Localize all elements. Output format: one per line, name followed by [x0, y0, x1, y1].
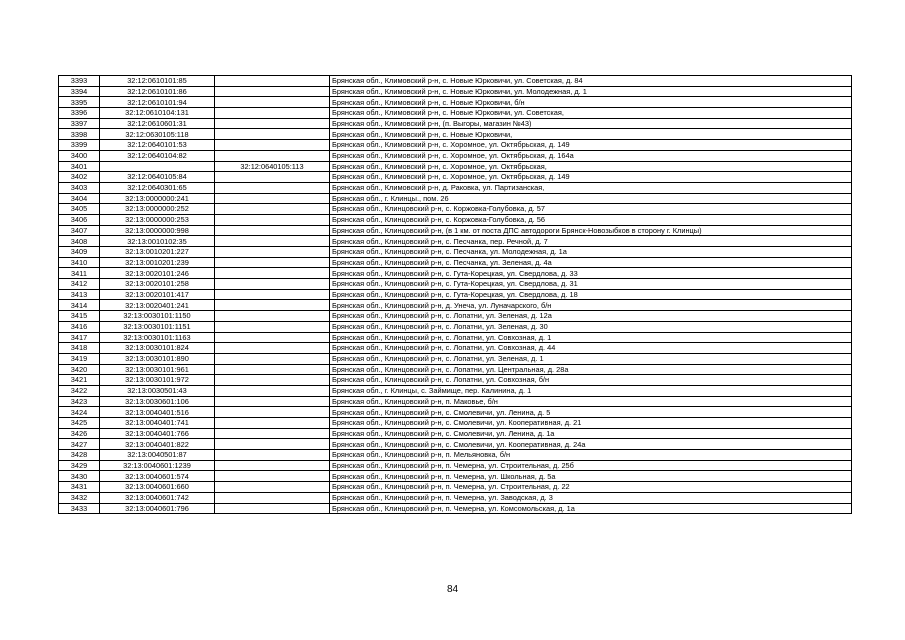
- cadastral-number-cell: 32:13:0030101:1163: [100, 332, 215, 343]
- cadastral-number-cell: 32:13:0000000:241: [100, 193, 215, 204]
- address-cell: Брянская обл., Клинцовский р-н, п. Мельяновка, б/н: [330, 450, 852, 461]
- row-number-cell: 3405: [59, 204, 100, 215]
- address-cell: Брянская обл., Климовский р-н, с. Новые Юрковичи, ул. Молодежная, д. 1: [330, 86, 852, 97]
- table-row: [59, 418, 852, 429]
- address-cell: Брянская обл., Клинцовский р-н, д. Унеча, ул. Луначарского, б/н: [330, 300, 852, 311]
- cadastral-number-alt-cell: [215, 492, 330, 503]
- cadastral-number-alt-cell: [215, 428, 330, 439]
- address-cell: Брянская обл., Клинцовский р-н, п. Чемерна, ул. Заводская, д. 3: [330, 492, 852, 503]
- row-number-cell: 3401: [59, 161, 100, 172]
- cadastral-number-alt-cell: [215, 289, 330, 300]
- row-number-cell: 3398: [59, 129, 100, 140]
- cadastral-number-cell: 32:13:0040601:796: [100, 503, 215, 514]
- page-number: 84: [446, 584, 459, 595]
- table-row: [59, 214, 852, 225]
- cadastral-number-alt-cell: [215, 268, 330, 279]
- address-cell: Брянская обл., Климовский р-н, с. Новые Юрковичи, б/н: [330, 97, 852, 108]
- cadastral-number-cell: 32:12:0610101:94: [100, 97, 215, 108]
- table-row: [59, 118, 852, 129]
- address-cell: Брянская обл., Клинцовский р-н, с. Лопатни, ул. Совхозная, д. 44: [330, 343, 852, 354]
- row-number-cell: 3411: [59, 268, 100, 279]
- row-number-cell: 3404: [59, 193, 100, 204]
- cadastral-number-alt-cell: [215, 407, 330, 418]
- cadastral-number-alt-cell: [215, 172, 330, 183]
- address-cell: Брянская обл., Клинцовский р-н, с. Гута-Корецкая, ул. Свердлова, д. 18: [330, 289, 852, 300]
- row-number-cell: 3425: [59, 418, 100, 429]
- cadastral-number-alt-cell: [215, 204, 330, 215]
- table-row: [59, 289, 852, 300]
- cadastral-number-cell: 32:13:0030501:43: [100, 385, 215, 396]
- row-number-cell: 3416: [59, 321, 100, 332]
- cadastral-number-alt-cell: [215, 214, 330, 225]
- table-row: [59, 86, 852, 97]
- address-cell: Брянская обл., Клинцовский р-н, с. Песчанка, ул. Зеленая, д. 4а: [330, 257, 852, 268]
- cadastral-number-alt-cell: [215, 193, 330, 204]
- cadastral-number-alt-cell: [215, 396, 330, 407]
- address-cell: Брянская обл., Клинцовский р-н, с. Лопатни, ул. Зеленая, д. 1: [330, 353, 852, 364]
- table-row: [59, 150, 852, 161]
- row-number-cell: 3397: [59, 118, 100, 129]
- row-number-cell: 3422: [59, 385, 100, 396]
- row-number-cell: 3394: [59, 86, 100, 97]
- cadastral-number-alt-cell: [215, 418, 330, 429]
- row-number-cell: 3403: [59, 182, 100, 193]
- table-row: [59, 247, 852, 258]
- cadastral-number-cell: 32:13:0040401:822: [100, 439, 215, 450]
- row-number-cell: 3407: [59, 225, 100, 236]
- cadastral-number-cell: 32:13:0020101:258: [100, 279, 215, 290]
- row-number-cell: 3410: [59, 257, 100, 268]
- table-row: [59, 353, 852, 364]
- cadastral-number-alt-cell: [215, 353, 330, 364]
- address-cell: Брянская обл., Клинцовский р-н, п. Чемерна, ул. Строительная, д. 22: [330, 482, 852, 493]
- row-number-cell: 3412: [59, 279, 100, 290]
- table-row: [59, 108, 852, 119]
- cadastral-number-alt-cell: [215, 118, 330, 129]
- row-number-cell: 3417: [59, 332, 100, 343]
- cadastral-number-cell: 32:13:0010201:227: [100, 247, 215, 258]
- address-cell: Брянская обл., Клинцовский р-н, с. Песчанка, ул. Молодежная, д. 1а: [330, 247, 852, 258]
- cadastral-number-cell: 32:13:0000000:998: [100, 225, 215, 236]
- cadastral-number-alt-cell: [215, 364, 330, 375]
- table-row: [59, 343, 852, 354]
- cadastral-number-cell: 32:13:0000000:252: [100, 204, 215, 215]
- cadastral-number-cell: 32:12:0640301:65: [100, 182, 215, 193]
- address-cell: Брянская обл., Клинцовский р-н, с. Лопатни, ул. Зеленая, д. 30: [330, 321, 852, 332]
- row-number-cell: 3432: [59, 492, 100, 503]
- cadastral-number-cell: 32:13:0040601:1239: [100, 460, 215, 471]
- row-number-cell: 3423: [59, 396, 100, 407]
- table-row: [59, 482, 852, 493]
- row-number-cell: 3429: [59, 460, 100, 471]
- cadastral-number-alt-cell: [215, 86, 330, 97]
- address-cell: Брянская обл., Клинцовский р-н, п. Маковье, б/н: [330, 396, 852, 407]
- cadastral-number-alt-cell: [215, 503, 330, 514]
- cadastral-number-cell: 32:13:0040401:516: [100, 407, 215, 418]
- address-cell: Брянская обл., Клинцовский р-н, с. Лопатни, ул. Совхозная, б/н: [330, 375, 852, 386]
- cadastral-number-alt-cell: [215, 140, 330, 151]
- row-number-cell: 3424: [59, 407, 100, 418]
- cadastral-number-alt-cell: [215, 108, 330, 119]
- row-number-cell: 3428: [59, 450, 100, 461]
- row-number-cell: 3414: [59, 300, 100, 311]
- address-cell: Брянская обл., Климовский р-н, (п. Выгоры, магазин №43): [330, 118, 852, 129]
- cadastral-number-alt-cell: [215, 257, 330, 268]
- row-number-cell: 3433: [59, 503, 100, 514]
- cadastral-number-cell: 32:13:0030101:972: [100, 375, 215, 386]
- table-row: [59, 193, 852, 204]
- address-cell: Брянская обл., Клинцовский р-н, (в 1 км. от поста ДПС автодороги Брянск-Новозыбков в сторону г. Клинцы): [330, 225, 852, 236]
- address-cell: Брянская обл., Клинцовский р-н, п. Чемерна, ул. Строительная, д. 25б: [330, 460, 852, 471]
- address-cell: Брянская обл., Климовский р-н, с. Хоромное, ул. Октябрьская, д. 164а: [330, 150, 852, 161]
- cadastral-number-alt-cell: [215, 182, 330, 193]
- cadastral-number-cell: 32:13:0040401:766: [100, 428, 215, 439]
- cadastral-number-cell: 32:13:0030601:106: [100, 396, 215, 407]
- row-number-cell: 3402: [59, 172, 100, 183]
- row-number-cell: 3420: [59, 364, 100, 375]
- cadastral-number-cell: 32:13:0040501:87: [100, 450, 215, 461]
- address-cell: Брянская обл., Климовский р-н, с. Хоромное, ул. Октябрьская,: [330, 161, 852, 172]
- table-row: [59, 439, 852, 450]
- address-cell: Брянская обл., Климовский р-н, с. Новые Юрковичи, ул. Советская,: [330, 108, 852, 119]
- address-cell: Брянская обл., Клинцовский р-н, с. Гута-Корецкая, ул. Свердлова, д. 31: [330, 279, 852, 290]
- address-cell: Брянская обл., Клинцовский р-н, с. Смолевичи, ул. Ленина, д. 5: [330, 407, 852, 418]
- cadastral-number-cell: 32:13:0040401:741: [100, 418, 215, 429]
- cadastral-number-cell: 32:12:0640105:84: [100, 172, 215, 183]
- address-cell: Брянская обл., Клинцовский р-н, с. Смолевичи, ул. Кооперативная, д. 24а: [330, 439, 852, 450]
- address-cell: Брянская обл., Клинцовский р-н, с. Смолевичи, ул. Ленина, д. 1а: [330, 428, 852, 439]
- cadastral-number-alt-cell: [215, 300, 330, 311]
- address-cell: Брянская обл., Клинцовский р-н, с. Лопатни, ул. Центральная, д. 28а: [330, 364, 852, 375]
- cadastral-number-alt-cell: [215, 460, 330, 471]
- cadastral-number-alt-cell: [215, 439, 330, 450]
- table-row: [59, 204, 852, 215]
- address-cell: Брянская обл., Климовский р-н, с. Хоромное, ул. Октябрьская, д. 149: [330, 172, 852, 183]
- address-cell: Брянская обл., Клинцовский р-н, с. Лопатни, ул. Зеленая, д. 12а: [330, 311, 852, 322]
- cadastral-number-cell: 32:13:0040601:742: [100, 492, 215, 503]
- table-row: [59, 268, 852, 279]
- cadastral-number-alt-cell: [215, 471, 330, 482]
- cadastral-number-alt-cell: [215, 236, 330, 247]
- cadastral-number-cell: 32:13:0030101:961: [100, 364, 215, 375]
- cadastral-number-cell: 32:13:0000000:253: [100, 214, 215, 225]
- table-row: [59, 385, 852, 396]
- cadastral-number-cell: 32:13:0040601:660: [100, 482, 215, 493]
- cadastral-number-cell: 32:13:0030101:1150: [100, 311, 215, 322]
- cadastral-number-alt-cell: [215, 385, 330, 396]
- cadastral-number-cell: 32:13:0020401:241: [100, 300, 215, 311]
- cadastral-number-alt-cell: [215, 332, 330, 343]
- cadastral-number-alt-cell: [215, 311, 330, 322]
- cadastral-number-alt-cell: [215, 343, 330, 354]
- row-number-cell: 3408: [59, 236, 100, 247]
- cadastral-number-cell: 32:12:0610101:85: [100, 76, 215, 87]
- row-number-cell: 3409: [59, 247, 100, 258]
- cadastral-number-alt-cell: [215, 150, 330, 161]
- cadastral-number-cell: 32:13:0010102:35: [100, 236, 215, 247]
- table-row: [59, 503, 852, 514]
- cadastral-number-cell: 32:13:0010201:239: [100, 257, 215, 268]
- table-row: [59, 300, 852, 311]
- cadastral-number-cell: 32:12:0640104:82: [100, 150, 215, 161]
- cadastral-number-cell: 32:13:0020101:246: [100, 268, 215, 279]
- table-row: [59, 76, 852, 87]
- table-row: [59, 396, 852, 407]
- row-number-cell: 3400: [59, 150, 100, 161]
- table-row: [59, 407, 852, 418]
- table-row: [59, 450, 852, 461]
- address-cell: Брянская обл., Климовский р-н, с. Новые Юрковичи,: [330, 129, 852, 140]
- row-number-cell: 3395: [59, 97, 100, 108]
- cadastral-number-cell: 32:12:0610101:86: [100, 86, 215, 97]
- cadastral-number-cell: 32:13:0030101:824: [100, 343, 215, 354]
- table-row: [59, 257, 852, 268]
- address-cell: Брянская обл., Клинцовский р-н, с. Песчанка, пер. Речной, д. 7: [330, 236, 852, 247]
- address-cell: Брянская обл., Клинцовский р-н, с. Коржовка-Голубовка, д. 56: [330, 214, 852, 225]
- table-row: [59, 311, 852, 322]
- address-cell: Брянская обл., Клинцовский р-н, с. Гута-Корецкая, ул. Свердлова, д. 33: [330, 268, 852, 279]
- row-number-cell: 3415: [59, 311, 100, 322]
- table-row: [59, 97, 852, 108]
- table-row: [59, 161, 852, 172]
- cadastral-number-cell: 32:13:0030101:1151: [100, 321, 215, 332]
- row-number-cell: 3393: [59, 76, 100, 87]
- cadastral-number-alt-cell: [215, 97, 330, 108]
- address-cell: Брянская обл., Климовский р-н, с. Новые Юрковичи, ул. Советская, д. 84: [330, 76, 852, 87]
- row-number-cell: 3406: [59, 214, 100, 225]
- cadastral-number-alt-cell: [215, 247, 330, 258]
- cadastral-number-alt-cell: [215, 76, 330, 87]
- address-cell: Брянская обл., Клинцовский р-н, п. Чемерна, ул. Комсомольская, д. 1а: [330, 503, 852, 514]
- row-number-cell: 3426: [59, 428, 100, 439]
- cadastral-number-alt-cell: [215, 450, 330, 461]
- cadastral-number-cell: 32:12:0630105:118: [100, 129, 215, 140]
- row-number-cell: 3418: [59, 343, 100, 354]
- table-row: [59, 460, 852, 471]
- address-cell: Брянская обл., Климовский р-н, с. Хоромное, ул. Октябрьская, д. 149: [330, 140, 852, 151]
- address-cell: Брянская обл., Клинцовский р-н, п. Чемерна, ул. Школьная, д. 5а: [330, 471, 852, 482]
- table-row: [59, 140, 852, 151]
- address-cell: Брянская обл., г. Клинцы., пом. 26: [330, 193, 852, 204]
- address-cell: Брянская обл., г. Клинцы, с. Займище, пер. Калинина, д. 1: [330, 385, 852, 396]
- table-row: [59, 236, 852, 247]
- cadastral-number-alt-cell: [215, 375, 330, 386]
- row-number-cell: 3399: [59, 140, 100, 151]
- cadastral-number-alt-cell: [215, 321, 330, 332]
- row-number-cell: 3430: [59, 471, 100, 482]
- cadastral-number-alt-cell: [215, 482, 330, 493]
- table-row: [59, 129, 852, 140]
- table-row: [59, 375, 852, 386]
- row-number-cell: 3396: [59, 108, 100, 119]
- table-row: [59, 172, 852, 183]
- row-number-cell: 3421: [59, 375, 100, 386]
- address-cell: Брянская обл., Клинцовский р-н, с. Смолевичи, ул. Кооперативная, д. 21: [330, 418, 852, 429]
- row-number-cell: 3427: [59, 439, 100, 450]
- cadastral-number-cell: 32:13:0040601:574: [100, 471, 215, 482]
- address-cell: Брянская обл., Клинцовский р-н, с. Лопатни, ул. Совхозная, д. 1: [330, 332, 852, 343]
- row-number-cell: 3431: [59, 482, 100, 493]
- row-number-cell: 3419: [59, 353, 100, 364]
- cadastral-number-cell: [100, 161, 215, 172]
- cadastral-number-cell: 32:12:0640101:53: [100, 140, 215, 151]
- cadastral-number-cell: 32:13:0020101:417: [100, 289, 215, 300]
- table-row: [59, 332, 852, 343]
- table-row: [59, 428, 852, 439]
- table-row: [59, 364, 852, 375]
- address-cell: Брянская обл., Климовский р-н, д. Раковка, ул. Партизанская,: [330, 182, 852, 193]
- table-row: [59, 492, 852, 503]
- register-table-body: [59, 76, 852, 514]
- row-number-cell: 3413: [59, 289, 100, 300]
- cadastral-number-alt-cell: [215, 225, 330, 236]
- cadastral-number-cell: 32:13:0030101:890: [100, 353, 215, 364]
- table-row: [59, 225, 852, 236]
- table-row: [59, 321, 852, 332]
- cadastral-number-alt-cell: [215, 129, 330, 140]
- table-row: [59, 471, 852, 482]
- table-row: [59, 182, 852, 193]
- cadastral-number-cell: 32:12:0610104:131: [100, 108, 215, 119]
- property-register-table: [58, 75, 852, 514]
- cadastral-number-cell: 32:12:0610601:31: [100, 118, 215, 129]
- cadastral-number-alt-cell: 32:12:0640105:113: [215, 161, 330, 172]
- address-cell: Брянская обл., Клинцовский р-н, с. Коржовка-Голубовка, д. 57: [330, 204, 852, 215]
- table-row: [59, 279, 852, 290]
- cadastral-number-alt-cell: [215, 279, 330, 290]
